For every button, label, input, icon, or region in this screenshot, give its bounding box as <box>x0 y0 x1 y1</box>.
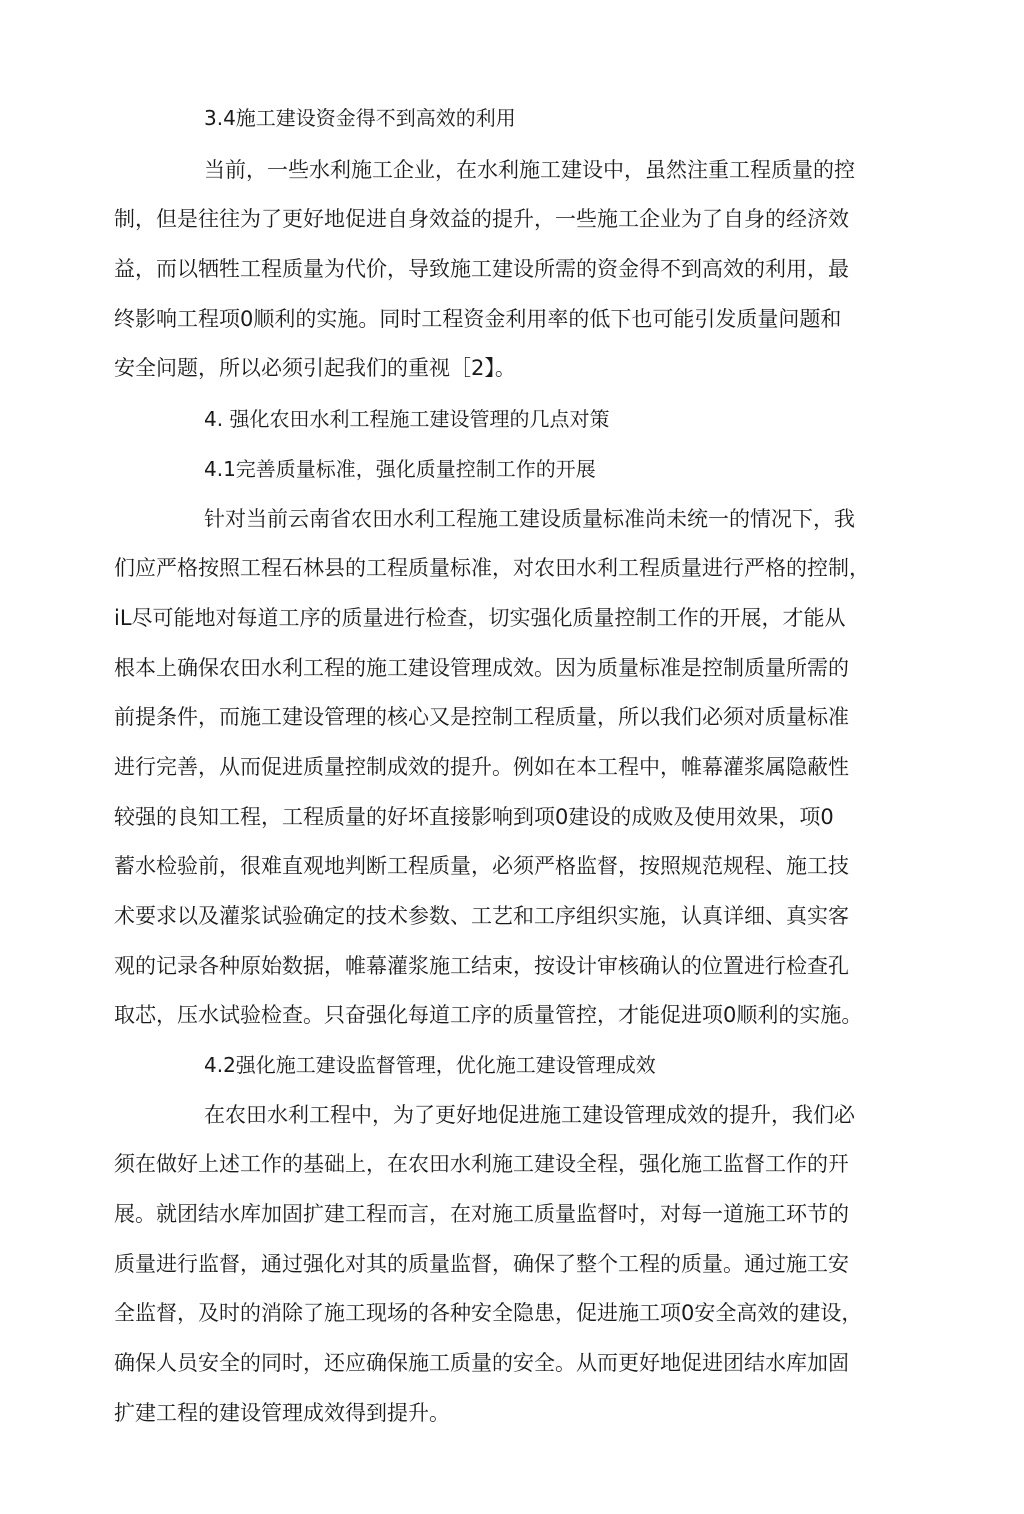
paragraph-line: 终影响工程项0顺利的实施。同时工程资金利用率的低下也可能引发质量问题和 <box>114 307 842 331</box>
paragraph-line: 制，但是往往为了更好地促进自身效益的提升，一些施工企业为了自身的经济效 <box>114 207 849 231</box>
paragraph-line: 根本上确保农田水利工程的施工建设管理成效。因为质量标准是控制质量所需的 <box>114 656 849 680</box>
paragraph-line: 蓄水检验前，很难直观地判断工程质量，必须严格监督，按照规范规程、施工技 <box>114 854 849 878</box>
paragraph-line: 术要求以及灌浆试验确定的技术参数、工艺和工序组织实施，认真详细、真实客 <box>114 904 849 928</box>
section-heading-4-2: 4.2强化施工建设监督管理，优化施工建设管理成效 <box>204 1053 656 1077</box>
paragraph-line: 在农田水利工程中，为了更好地促进施工建设管理成效的提升，我们必 <box>204 1103 855 1127</box>
paragraph-line: 进行完善，从而促进质量控制成效的提升。例如在本工程中，帷幕灌浆属隐蔽性 <box>114 755 849 779</box>
section-heading-4: 4. 强化农田水利工程施工建设管理的几点对策 <box>204 407 610 431</box>
paragraph-line: 前提条件，而施工建设管理的核心又是控制工程质量，所以我们必须对质量标准 <box>114 705 849 729</box>
paragraph-line: 质量进行监督，通过强化对其的质量监督，确保了整个工程的质量。通过施工安 <box>114 1252 849 1276</box>
paragraph-line: 安全问题，所以必须引起我们的重视［2】。 <box>114 356 516 380</box>
paragraph-line: 当前，一些水利施工企业，在水利施工建设中，虽然注重工程质量的控 <box>204 158 855 182</box>
paragraph-line: 较强的良知工程，工程质量的好坏直接影响到项0建设的成败及使用效果，项0 <box>114 805 834 829</box>
paragraph-line: 取芯，压水试验检查。只奋强化每道工序的质量管控，才能促进项0顺利的实施。 <box>114 1003 863 1027</box>
paragraph-line: 须在做好上述工作的基础上，在农田水利施工建设全程，强化施工监督工作的幵 <box>114 1152 849 1176</box>
paragraph-line: 针对当前云南省农田水利工程施工建设质量标准尚未统一的情况下，我 <box>204 507 855 531</box>
paragraph-line: 全监督，及时的消除了施工现场的各种安全隐患，促进施工项0安全高效的建设， <box>114 1301 863 1325</box>
paragraph-line: 观的记录各种原始数据，帷幕灌浆施工结束，按设计审核确认的位置进行检查孔 <box>114 954 849 978</box>
section-heading-4-1: 4.1完善质量标准，强化质量控制工作的开展 <box>204 457 596 481</box>
section-heading-3-4: 3.4施工建设资金得不到高效的利用 <box>204 106 516 130</box>
paragraph-line: 们应严格按照工程石林县的工程质量标准，对农田水利工程质量进行严格的控制， <box>114 556 870 580</box>
paragraph-line: 扩建工程的建设管理成效得到提升。 <box>114 1401 450 1425</box>
paragraph-line: 益，而以牺牲工程质量为代价，导致施工建设所需的资金得不到高效的利用，最 <box>114 257 849 281</box>
paragraph-line: 展。就团结水库加固扩建工程而言，在对施工质量监督吋，对每一道施工环节的 <box>114 1202 849 1226</box>
paragraph-line: 确保人员安全的同时，还应确保施工质量的安全。从而更好地促进团结水库加固 <box>114 1351 849 1375</box>
paragraph-line: iL尽可能地对每道工序的质量进行检查，切实强化质量控制工作的开展，才能从 <box>114 606 846 630</box>
